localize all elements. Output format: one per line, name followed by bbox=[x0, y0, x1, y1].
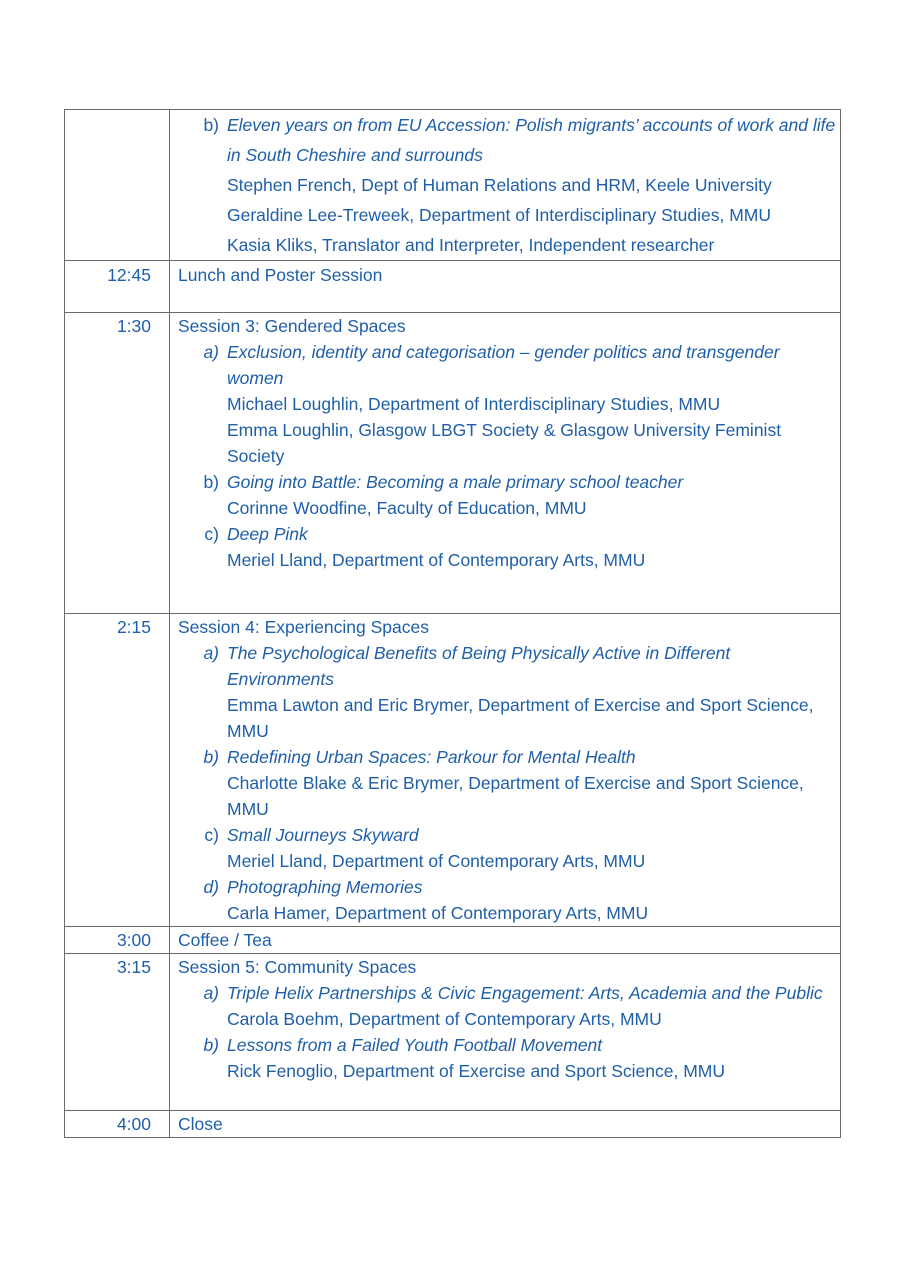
talk-author: Carla Hamer, Department of Contemporary Arts, MMU bbox=[227, 903, 649, 923]
item-letter: d) bbox=[203, 877, 219, 897]
schedule-table bbox=[64, 109, 841, 1138]
list-item bbox=[178, 339, 836, 469]
item-letter: b) bbox=[203, 472, 219, 492]
table-row bbox=[65, 110, 841, 261]
list-item bbox=[178, 110, 836, 260]
talk-title: Exclusion, identity and categorisation – gender politics and transgender women bbox=[227, 342, 780, 388]
content-cell bbox=[170, 313, 841, 614]
talk-title: Eleven years on from EU Accession: Polish migrants’ accounts of work and life in South Cheshire and surrounds bbox=[227, 115, 836, 165]
talk-author: Charlotte Blake & Eric Brymer, Department of Exercise and Sport Science, MMU bbox=[227, 773, 804, 819]
talk-title: Photographing Memories bbox=[227, 877, 423, 897]
time-cell: 12:45 bbox=[65, 261, 170, 313]
talk-author: Michael Loughlin, Department of Interdisciplinary Studies, MMU bbox=[227, 394, 721, 414]
content-cell bbox=[170, 927, 841, 954]
list-item bbox=[178, 640, 836, 744]
talk-author: Stephen French, Dept of Human Relations and HRM, Keele University bbox=[227, 175, 772, 195]
item-letter: a) bbox=[203, 342, 219, 362]
item-letter: b) bbox=[203, 1035, 219, 1055]
table-row bbox=[65, 313, 841, 614]
list-item bbox=[178, 521, 836, 573]
talk-title: Deep Pink bbox=[227, 524, 308, 544]
talk-author: Geraldine Lee-Treweek, Department of Interdisciplinary Studies, MMU bbox=[227, 205, 772, 225]
talk-title: Going into Battle: Becoming a male primary school teacher bbox=[227, 472, 684, 492]
table-row bbox=[65, 927, 841, 954]
talk-author: Corinne Woodfine, Faculty of Education, MMU bbox=[227, 498, 587, 518]
content-cell bbox=[170, 614, 841, 927]
item-letter: b) bbox=[203, 115, 219, 135]
time-cell: 1:30 bbox=[65, 313, 170, 614]
session-title: Session 5: Community Spaces bbox=[178, 957, 417, 977]
item-letter: c) bbox=[204, 825, 219, 845]
list-item bbox=[178, 980, 836, 1032]
talk-author: Meriel Lland, Department of Contemporary Arts, MMU bbox=[227, 851, 646, 871]
table-row bbox=[65, 1111, 841, 1138]
talk-author: Emma Loughlin, Glasgow LBGT Society & Glasgow University Feminist Society bbox=[227, 420, 782, 466]
talk-author: Meriel Lland, Department of Contemporary Arts, MMU bbox=[227, 550, 646, 570]
table-row bbox=[65, 954, 841, 1111]
content-cell bbox=[170, 261, 841, 313]
talk-author: Kasia Kliks, Translator and Interpreter, Independent researcher bbox=[227, 235, 715, 255]
item-letter: c) bbox=[204, 524, 219, 544]
table-row bbox=[65, 261, 841, 313]
content-cell bbox=[170, 954, 841, 1111]
talk-title: Lessons from a Failed Youth Football Movement bbox=[227, 1035, 603, 1055]
talk-title: The Psychological Benefits of Being Physically Active in Different Environments bbox=[227, 643, 731, 689]
time-cell: 2:15 bbox=[65, 614, 170, 927]
content-cell bbox=[170, 110, 841, 261]
time-cell bbox=[65, 110, 170, 261]
talk-title: Small Journeys Skyward bbox=[227, 825, 419, 845]
time-cell: 3:00 bbox=[65, 927, 170, 954]
list-item bbox=[178, 1032, 836, 1084]
item-letter: a) bbox=[203, 983, 219, 1003]
list-item bbox=[178, 744, 836, 822]
talk-author: Carola Boehm, Department of Contemporary Arts, MMU bbox=[227, 1009, 662, 1029]
talk-author: Rick Fenoglio, Department of Exercise and Sport Science, MMU bbox=[227, 1061, 725, 1081]
talk-title: Triple Helix Partnerships & Civic Engagement: Arts, Academia and the Public bbox=[227, 983, 823, 1003]
time-cell: 3:15 bbox=[65, 954, 170, 1111]
session-title: Close bbox=[178, 1114, 223, 1134]
content-cell bbox=[170, 1111, 841, 1138]
session-title: Lunch and Poster Session bbox=[178, 265, 383, 285]
table-row bbox=[65, 614, 841, 927]
item-letter: a) bbox=[203, 643, 219, 663]
list-item bbox=[178, 874, 836, 926]
list-item bbox=[178, 469, 836, 521]
session-title: Coffee / Tea bbox=[178, 930, 272, 950]
session-title: Session 4: Experiencing Spaces bbox=[178, 617, 429, 637]
list-item bbox=[178, 822, 836, 874]
time-cell: 4:00 bbox=[65, 1111, 170, 1138]
talk-author: Emma Lawton and Eric Brymer, Department of Exercise and Sport Science, MMU bbox=[227, 695, 814, 741]
item-letter: b) bbox=[203, 747, 219, 767]
session-title: Session 3: Gendered Spaces bbox=[178, 316, 406, 336]
talk-title: Redefining Urban Spaces: Parkour for Mental Health bbox=[227, 747, 636, 767]
